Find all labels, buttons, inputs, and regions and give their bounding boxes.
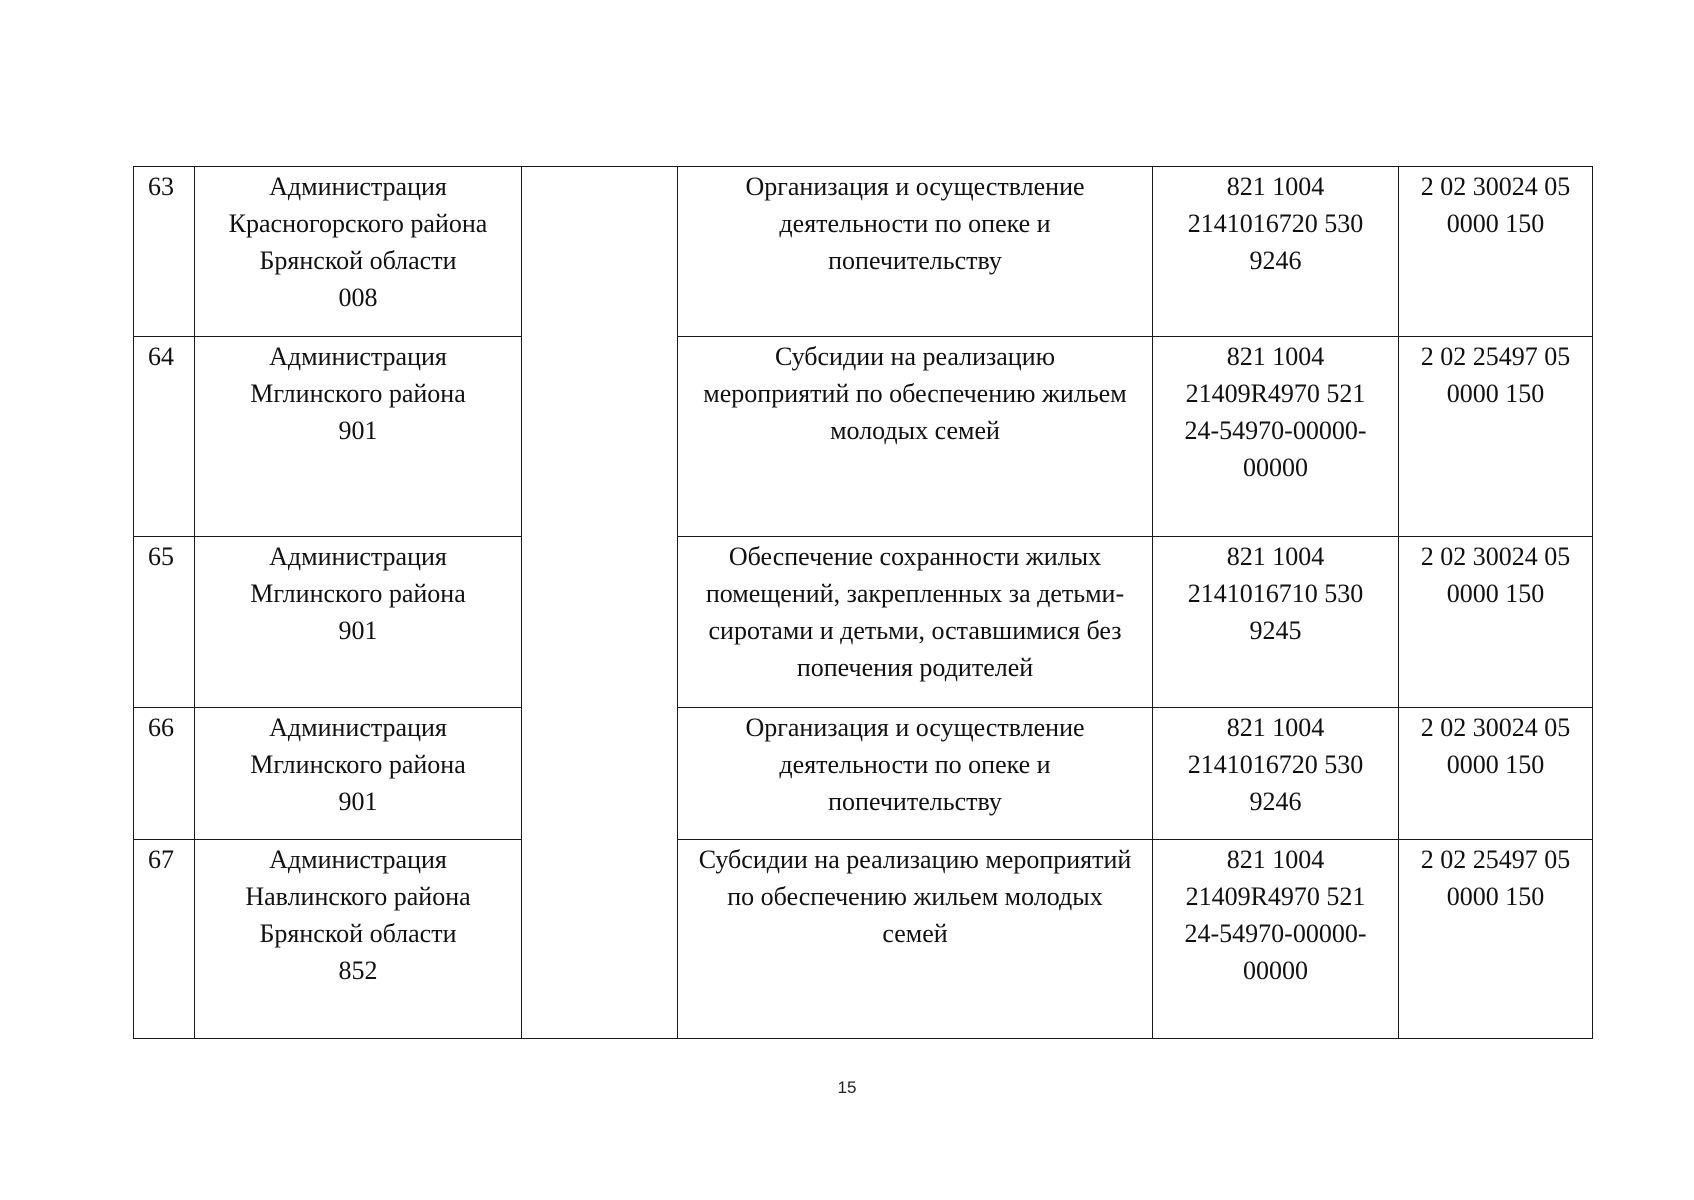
row-number: 66 (134, 708, 195, 840)
description-line: мероприятий по обеспечению жильем (703, 379, 1127, 408)
budget-code-cell (1153, 337, 1399, 537)
organization-cell (195, 708, 522, 840)
code-line: 9245 (1249, 616, 1302, 645)
organization-cell (195, 537, 522, 708)
code-line: 9246 (1249, 787, 1302, 816)
row-number: 67 (134, 840, 195, 1039)
org-line: Администрация (269, 542, 447, 571)
org-line: Администрация (269, 713, 447, 742)
description-line: попечения родителей (796, 653, 1034, 682)
kbk-line: 2 02 25497 05 (1420, 845, 1571, 874)
kbk-line: 0000 150 (1446, 579, 1545, 608)
description-cell (678, 167, 1153, 337)
description-line: Организация и осуществление (745, 172, 1085, 201)
description-line: попечительству (828, 246, 1002, 275)
code-line: 821 1004 (1226, 713, 1325, 742)
description-line: сиротами и детьми, оставшимися без (708, 616, 1122, 645)
org-line: Брянской области (259, 919, 457, 948)
table-row (134, 708, 1593, 840)
org-code: 008 (338, 283, 378, 312)
org-line: Администрация (269, 845, 447, 874)
budget-code-cell (1153, 167, 1399, 337)
kbk-line: 0000 150 (1446, 209, 1545, 238)
kbk-line: 2 02 25497 05 (1420, 342, 1571, 371)
description-line: Субсидии на реализацию (774, 342, 1056, 371)
code-line: 24-54970-00000- (1184, 416, 1367, 445)
page-number: 15 (837, 1078, 857, 1097)
org-line: Мглинского района (250, 579, 466, 608)
code-line: 821 1004 (1226, 172, 1325, 201)
description-cell (678, 708, 1153, 840)
org-code: 901 (338, 787, 378, 816)
revenue-code-cell (1399, 337, 1593, 537)
organization-cell (195, 337, 522, 537)
row-number: 63 (134, 167, 195, 337)
org-code: 901 (338, 616, 378, 645)
description-cell (678, 537, 1153, 708)
empty-column-cell (522, 167, 678, 1039)
kbk-line: 2 02 30024 05 (1420, 172, 1571, 201)
code-line: 00000 (1243, 453, 1308, 482)
description-line: попечительству (828, 787, 1002, 816)
description-line: помещений, закрепленных за детьми- (705, 579, 1125, 608)
description-line: Организация и осуществление (745, 713, 1085, 742)
subsidy-table (133, 166, 1593, 1039)
code-line: 21409R4970 521 (1185, 379, 1366, 408)
kbk-line: 2 02 30024 05 (1420, 542, 1571, 571)
code-line: 2141016710 530 (1187, 579, 1364, 608)
row-number: 64 (134, 337, 195, 537)
code-line: 21409R4970 521 (1185, 882, 1366, 911)
budget-code-cell (1153, 708, 1399, 840)
org-line: Администрация (269, 342, 447, 371)
kbk-line: 0000 150 (1446, 379, 1545, 408)
org-line: Брянской области (259, 246, 457, 275)
code-line: 24-54970-00000- (1184, 919, 1367, 948)
kbk-line: 0000 150 (1446, 882, 1545, 911)
row-number: 65 (134, 537, 195, 708)
revenue-code-cell (1399, 708, 1593, 840)
table-row (134, 840, 1593, 1039)
code-line: 821 1004 (1226, 342, 1325, 371)
code-line: 2141016720 530 (1187, 750, 1364, 779)
description-line: по обеспечению жильем молодых (727, 882, 1103, 911)
organization-cell (195, 840, 522, 1039)
org-line: Мглинского района (250, 750, 466, 779)
table-row (134, 167, 1593, 337)
org-line: Красногорского района (228, 209, 488, 238)
description-line: деятельности по опеке и (779, 750, 1051, 779)
code-line: 821 1004 (1226, 542, 1325, 571)
revenue-code-cell (1399, 537, 1593, 708)
org-line: Администрация (269, 172, 447, 201)
code-line: 00000 (1243, 956, 1308, 985)
table-row (134, 337, 1593, 537)
organization-cell (195, 167, 522, 337)
org-code: 901 (338, 416, 378, 445)
description-cell (678, 337, 1153, 537)
revenue-code-cell (1399, 840, 1593, 1039)
code-line: 9246 (1249, 246, 1302, 275)
description-line: семей (882, 919, 948, 948)
org-line: Мглинского района (250, 379, 466, 408)
budget-code-cell (1153, 840, 1399, 1039)
kbk-line: 0000 150 (1446, 750, 1545, 779)
kbk-line: 2 02 30024 05 (1420, 713, 1571, 742)
org-code: 852 (338, 956, 378, 985)
description-line: молодых семей (830, 416, 1000, 445)
revenue-code-cell (1399, 167, 1593, 337)
description-cell (678, 840, 1153, 1039)
table-row (134, 537, 1593, 708)
description-line: деятельности по опеке и (779, 209, 1051, 238)
code-line: 2141016720 530 (1187, 209, 1364, 238)
budget-code-cell (1153, 537, 1399, 708)
description-line: Обеспечение сохранности жилых (728, 542, 1102, 571)
code-line: 821 1004 (1226, 845, 1325, 874)
description-line: Субсидии на реализацию мероприятий (698, 845, 1132, 874)
org-line: Навлинского района (245, 882, 471, 911)
